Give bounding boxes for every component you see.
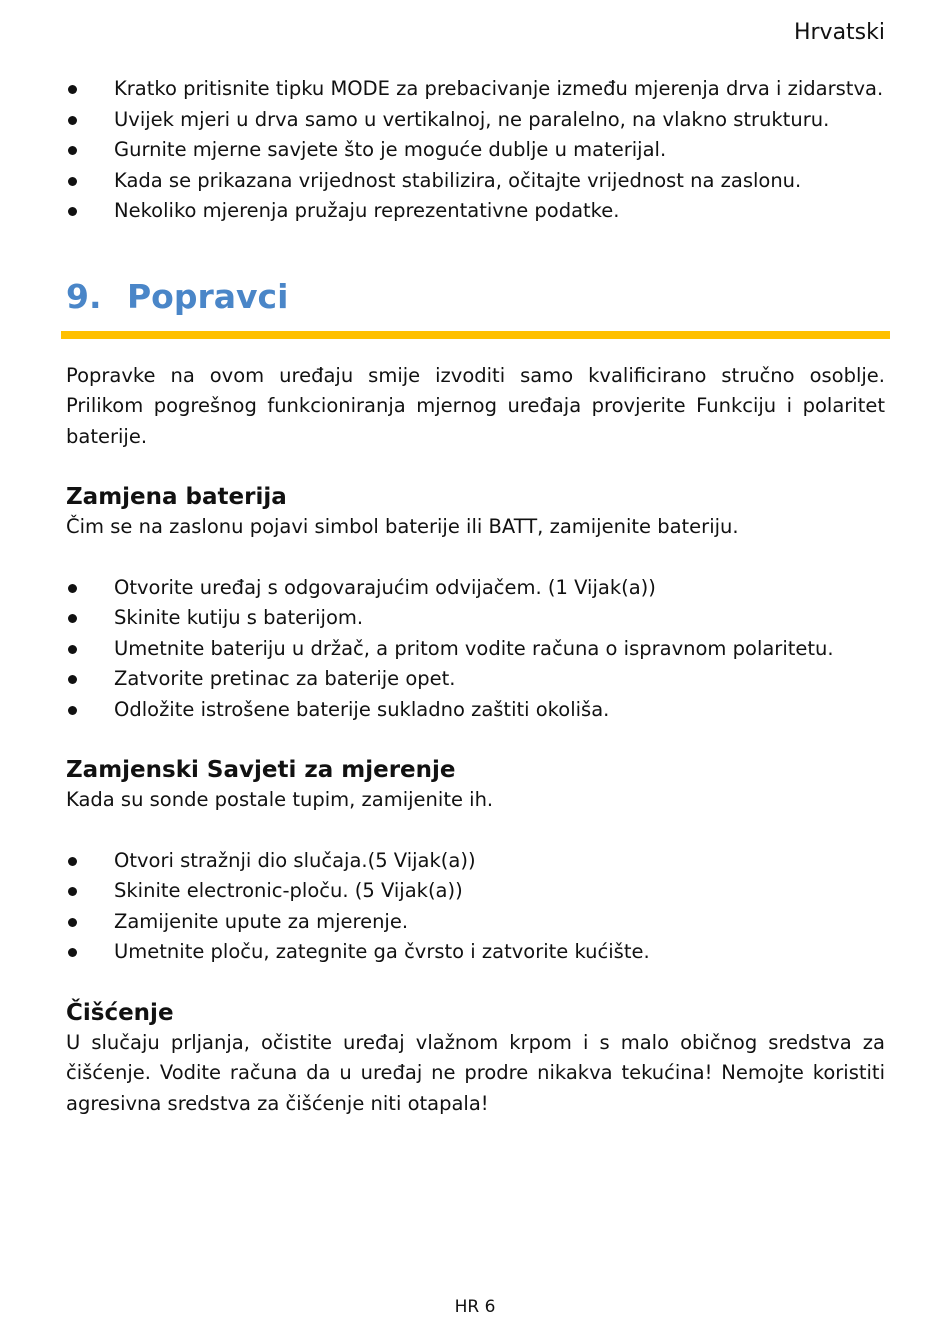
section-divider <box>61 331 890 339</box>
list-item <box>66 105 885 136</box>
list-item-text: Umetnite bateriju u držač, a pritom vodite računa o ispravnom polaritetu. <box>114 636 834 660</box>
bullet-icon <box>68 614 77 623</box>
list-item <box>66 876 885 907</box>
list-item-text: Skinite kutiju s baterijom. <box>114 606 364 629</box>
list-item-text: Umetnite ploču, zategnite ga čvrsto i zatvorite kućište. <box>114 940 650 963</box>
list-item-text: Otvori stražnji dio slučaja.(5 Vijak(a)) <box>114 848 476 872</box>
list-item-text: Odložite istrošene baterije sukladno zaštiti okoliša. <box>114 697 610 721</box>
list-item <box>66 166 885 197</box>
top-bullet-list <box>66 74 885 227</box>
list-item-text: Otvorite uređaj s odgovarajućim odvijačem. (1 Vijak(a)) <box>114 575 656 599</box>
list-item-text: Kada se prikazana vrijednost stabilizira, očitajte vrijednost na zaslonu. <box>114 168 802 192</box>
probes-heading: Zamjenski Savjeti za mjerenje <box>66 757 456 783</box>
list-item-text: Kratko pritisnite tipku MODE za prebacivanje između mjerenja drva i zidarstva. <box>114 77 884 100</box>
bullet-icon <box>68 177 77 186</box>
list-item <box>66 695 885 726</box>
section-title: Popravci <box>127 276 289 316</box>
list-item <box>66 74 885 105</box>
list-item-text: Zamijenite upute za mjerenje. <box>114 909 409 933</box>
bullet-icon <box>68 207 77 216</box>
list-item-text: Nekoliko mjerenja pružaju reprezentativne podatke. <box>114 199 620 222</box>
battery-text: Čim se na zaslonu pojavi simbol baterije ili BATT, zamijenite bateriju. <box>66 515 739 538</box>
list-item <box>66 846 885 877</box>
list-item <box>66 573 885 604</box>
list-item-text: Skinite electronic-ploču. (5 Vijak(a)) <box>114 879 463 902</box>
bullet-icon <box>68 948 77 957</box>
bullet-icon <box>68 675 77 684</box>
page-number: HR 6 <box>454 1297 496 1317</box>
bullet-icon <box>68 584 77 593</box>
cleaning-heading: Čišćenje <box>66 999 174 1026</box>
bullet-icon <box>68 887 77 896</box>
list-item <box>66 196 885 227</box>
section-heading <box>66 275 885 319</box>
section-intro: Popravke na ovom uređaju smije izvoditi samo kvalificirano stručno osoblje. Prilikom pogrešnog funkcioniranja mjernog uređaja provjerite Funkciju i polaritet baterije. <box>66 363 885 448</box>
language-label: Hrvatski <box>793 20 885 45</box>
list-item <box>66 937 885 968</box>
list-item-text: Gurnite mjerne savjete što je moguće dublje u materijal. <box>114 138 667 161</box>
probes-text: Kada su sonde postale tupim, zamijenite ih. <box>66 788 494 811</box>
list-item <box>66 135 885 166</box>
bullet-icon <box>68 116 77 125</box>
section-number: 9. <box>66 276 102 316</box>
bullet-icon <box>68 857 77 866</box>
list-item <box>66 603 885 634</box>
list-item <box>66 907 885 938</box>
battery-steps <box>66 573 885 726</box>
bullet-icon <box>68 918 77 927</box>
list-item-text: Uvijek mjeri u drva samo u vertikalnoj, ne paralelno, na vlakno strukturu. <box>114 107 830 131</box>
bullet-icon <box>68 146 77 155</box>
list-item <box>66 664 885 695</box>
page-content <box>66 74 885 1119</box>
bullet-icon <box>68 645 77 654</box>
cleaning-text: U slučaju prljanja, očistite uređaj vlažnom krpom i s malo običnog sredstva za čišćenje. Vodite računa da u uređaj ne prodre nikakva tekućina! Nemojte koristiti agresivna sredstva za čišćenje niti otapala! <box>66 1030 885 1115</box>
list-item <box>66 634 885 665</box>
battery-heading: Zamjena baterija <box>66 484 287 510</box>
probes-steps <box>66 846 885 968</box>
list-item-text: Zatvorite pretinac za baterije opet. <box>114 667 456 690</box>
bullet-icon <box>68 706 77 715</box>
bullet-icon <box>68 85 77 94</box>
